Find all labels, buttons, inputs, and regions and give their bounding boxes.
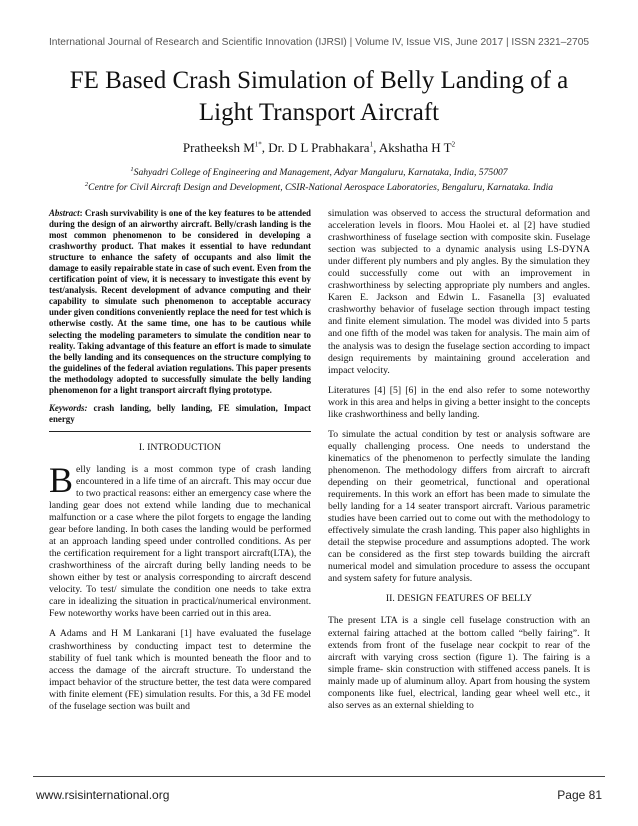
author-3-sup: 2 <box>451 140 456 149</box>
abstract <box>49 208 311 396</box>
affiliation-1-sup: 1 <box>130 166 134 173</box>
keywords <box>49 403 311 425</box>
left-column <box>49 208 311 721</box>
right-paragraph-1: simulation was observed to access the structural deformation and acceleration levels in floors. Mou Haolei et. al [2] have studied crashworthiness of fuselage section with composite skin. Fuselage section was subjected to a dynamic analysis using LS-DYNA under different ply numbers and ply angles. By the simulation they could successfully come out with an improvement in crashworthiness by selecting appropriate ply numbers and angles. Karen E. Jackson and Edwin L. Fasanella [3] evaluated crashworthy behavior of fuselage section through impact testing and finite element simulation. The model was divided into 5 parts and one fifth of the model was taken for analysis. The main aim of the analysis was to design the fuselage section according to impact design requirements by maintaining ground acceleration and impact velocity. <box>328 208 590 376</box>
intro-paragraph-1 <box>49 459 311 621</box>
right-paragraph-2: Literatures [4] [5] [6] in the end also refer to some noteworthy work in this area and helps in giving a better insight to the concepts like crashworthiness and belly landing. <box>328 384 590 420</box>
section-heading-design-features: II. DESIGN FEATURES OF BELLY <box>385 593 533 605</box>
abstract-text: : Crash survivability is one of the key features to be attended during the design of an airworthy aircraft. Belly/crash landing is the most common phenomenon to be considered in developing a crashworthy product. That makes it essential to have redundant structure to enhance the safety of occupants and also limit the damage to easily repairable state in case of such event. Even from the certification point of view, it is necessary to investigate this event by test/analysis. Recent development of advance computing and their capability to simulate such phenomenon to acceptable accuracy under given conditions conveniently replace the need for test which is otherwise costly. At the same time, one has to be cautious while selecting the modeling parameters to simulate the condition near to reality. Taking advantage of this feature an effort is made to simulate the belly landing and its consequences on the structure complying to the guidelines of the federal aviation regulations. This paper presents the methodology adopted to successfully simulate the belly landing phenomenon for a light transport aircraft flying prototype. <box>49 208 311 395</box>
keywords-label: Keywords: <box>49 402 88 413</box>
affiliation-1-text: Sahyadri College of Engineering and Management, Adyar Mangaluru, Karnataka, India, 575007 <box>133 167 508 179</box>
affiliation-2-sup: 2 <box>84 181 89 188</box>
title-line-1: FE Based Crash Simulation of Belly Landing of a <box>69 67 569 94</box>
author-3: , Akshatha H T <box>373 140 452 155</box>
paper-title <box>40 65 598 129</box>
drop-cap: B <box>49 459 74 500</box>
author-2: , Dr. D L Prabhakara <box>261 140 370 155</box>
section-heading-introduction: I. INTRODUCTION <box>138 441 222 453</box>
keywords-text: crash landing, belly landing, FE simulation, Impact energy <box>49 402 311 424</box>
intro-paragraph-2: A Adams and H M Lankarani [1] have evaluated the fuselage crashworthiness by conducting impact test to determine the stability of fuel tank which is mounted beneath the floor and to access the damage of the aircraft structure. To understand the impact behavior of the structure better, the test data were compared with finite element (FE) simulation results. For this, a 3d FE model of the fuselage section was built and <box>49 628 311 712</box>
footer-rule <box>33 776 605 777</box>
journal-header: International Journal of Research and Scientific Innovation (IJRSI) | Volume IV, Issue VIS, June 2017 | ISSN 2321–2705 <box>48 37 590 48</box>
footer-website: www.rsisinternational.org <box>36 788 170 802</box>
right-paragraph-4: The present LTA is a single cell fuselage construction with an external fairing attached at the bottom called “belly fairing”. It extends from front of the fuselage near cockpit to rear of the aircraft with varying cross section (figure 1). The fairing is a simple frame- skin construction with stiffened access panels. It is mainly made up of aluminum alloy. Apart from housing the system components like fuel, electrical, landing gear wheel well etc., it also serves as an external shielding to <box>328 615 590 711</box>
abstract-label: Abstract <box>49 208 80 218</box>
intro-paragraph-1-text: elly landing is a most common type of crash landing encountered in a life time of an aircraft. This may occur due to two practical reasons: either an emergency case where the landing gear does not extend while landing due to mechanical malfunction or a case where the pilot forgets to engage the landing gear before landing. In both cases the landing would be performed at an approach landing speed under controlled conditions. As per the certification requirement for a light transport aircraft(LTA), the crashworthiness of the aircraft during belly landing needs to be shown either by test or analysis corresponding to aircraft descend velocity. To test/ simulate the condition one needs to take extra care in idealizing the situation in practical/numerical environment. Few noteworthy works have been carried out in this area. <box>49 463 311 620</box>
abstract-divider <box>49 431 311 432</box>
footer-page-number: Page 81 <box>557 788 602 802</box>
author-1: Pratheeksh M <box>182 140 255 155</box>
author-list <box>0 140 638 156</box>
author-2-sup: 1 <box>369 140 374 149</box>
title-line-2: Light Transport Aircraft <box>198 99 440 126</box>
affiliation-2 <box>20 181 618 193</box>
affiliation-2-text: Centre for Civil Aircraft Design and Development, CSIR-National Aerospace Laboratories, Bengaluru, Karnataka. India <box>88 182 554 194</box>
right-paragraph-3: To simulate the actual condition by test or analysis software are equally challenging process. One needs to understand the kinematics of the phenomenon to perfectly simulate the landing phenomenon. The methodology differs from aircraft to aircraft depending on their geometrical, functional and operational requirements. In this work an effort has been made to simulate the belly landing for a 14 seater transport aircraft. Various parametric studies have been carried out to come out with the methodology to effectively simulate the crash landing. This paper also highlights in detail the stepwise procedure and assumptions adopted. The work can be considered as the first step towards building the aircraft numerical model and simulation procedure to assess the occupant and system safety for future analysis. <box>328 428 590 585</box>
affiliation-1 <box>20 166 618 178</box>
right-column <box>328 208 590 720</box>
author-1-sup: 1* <box>254 140 262 149</box>
